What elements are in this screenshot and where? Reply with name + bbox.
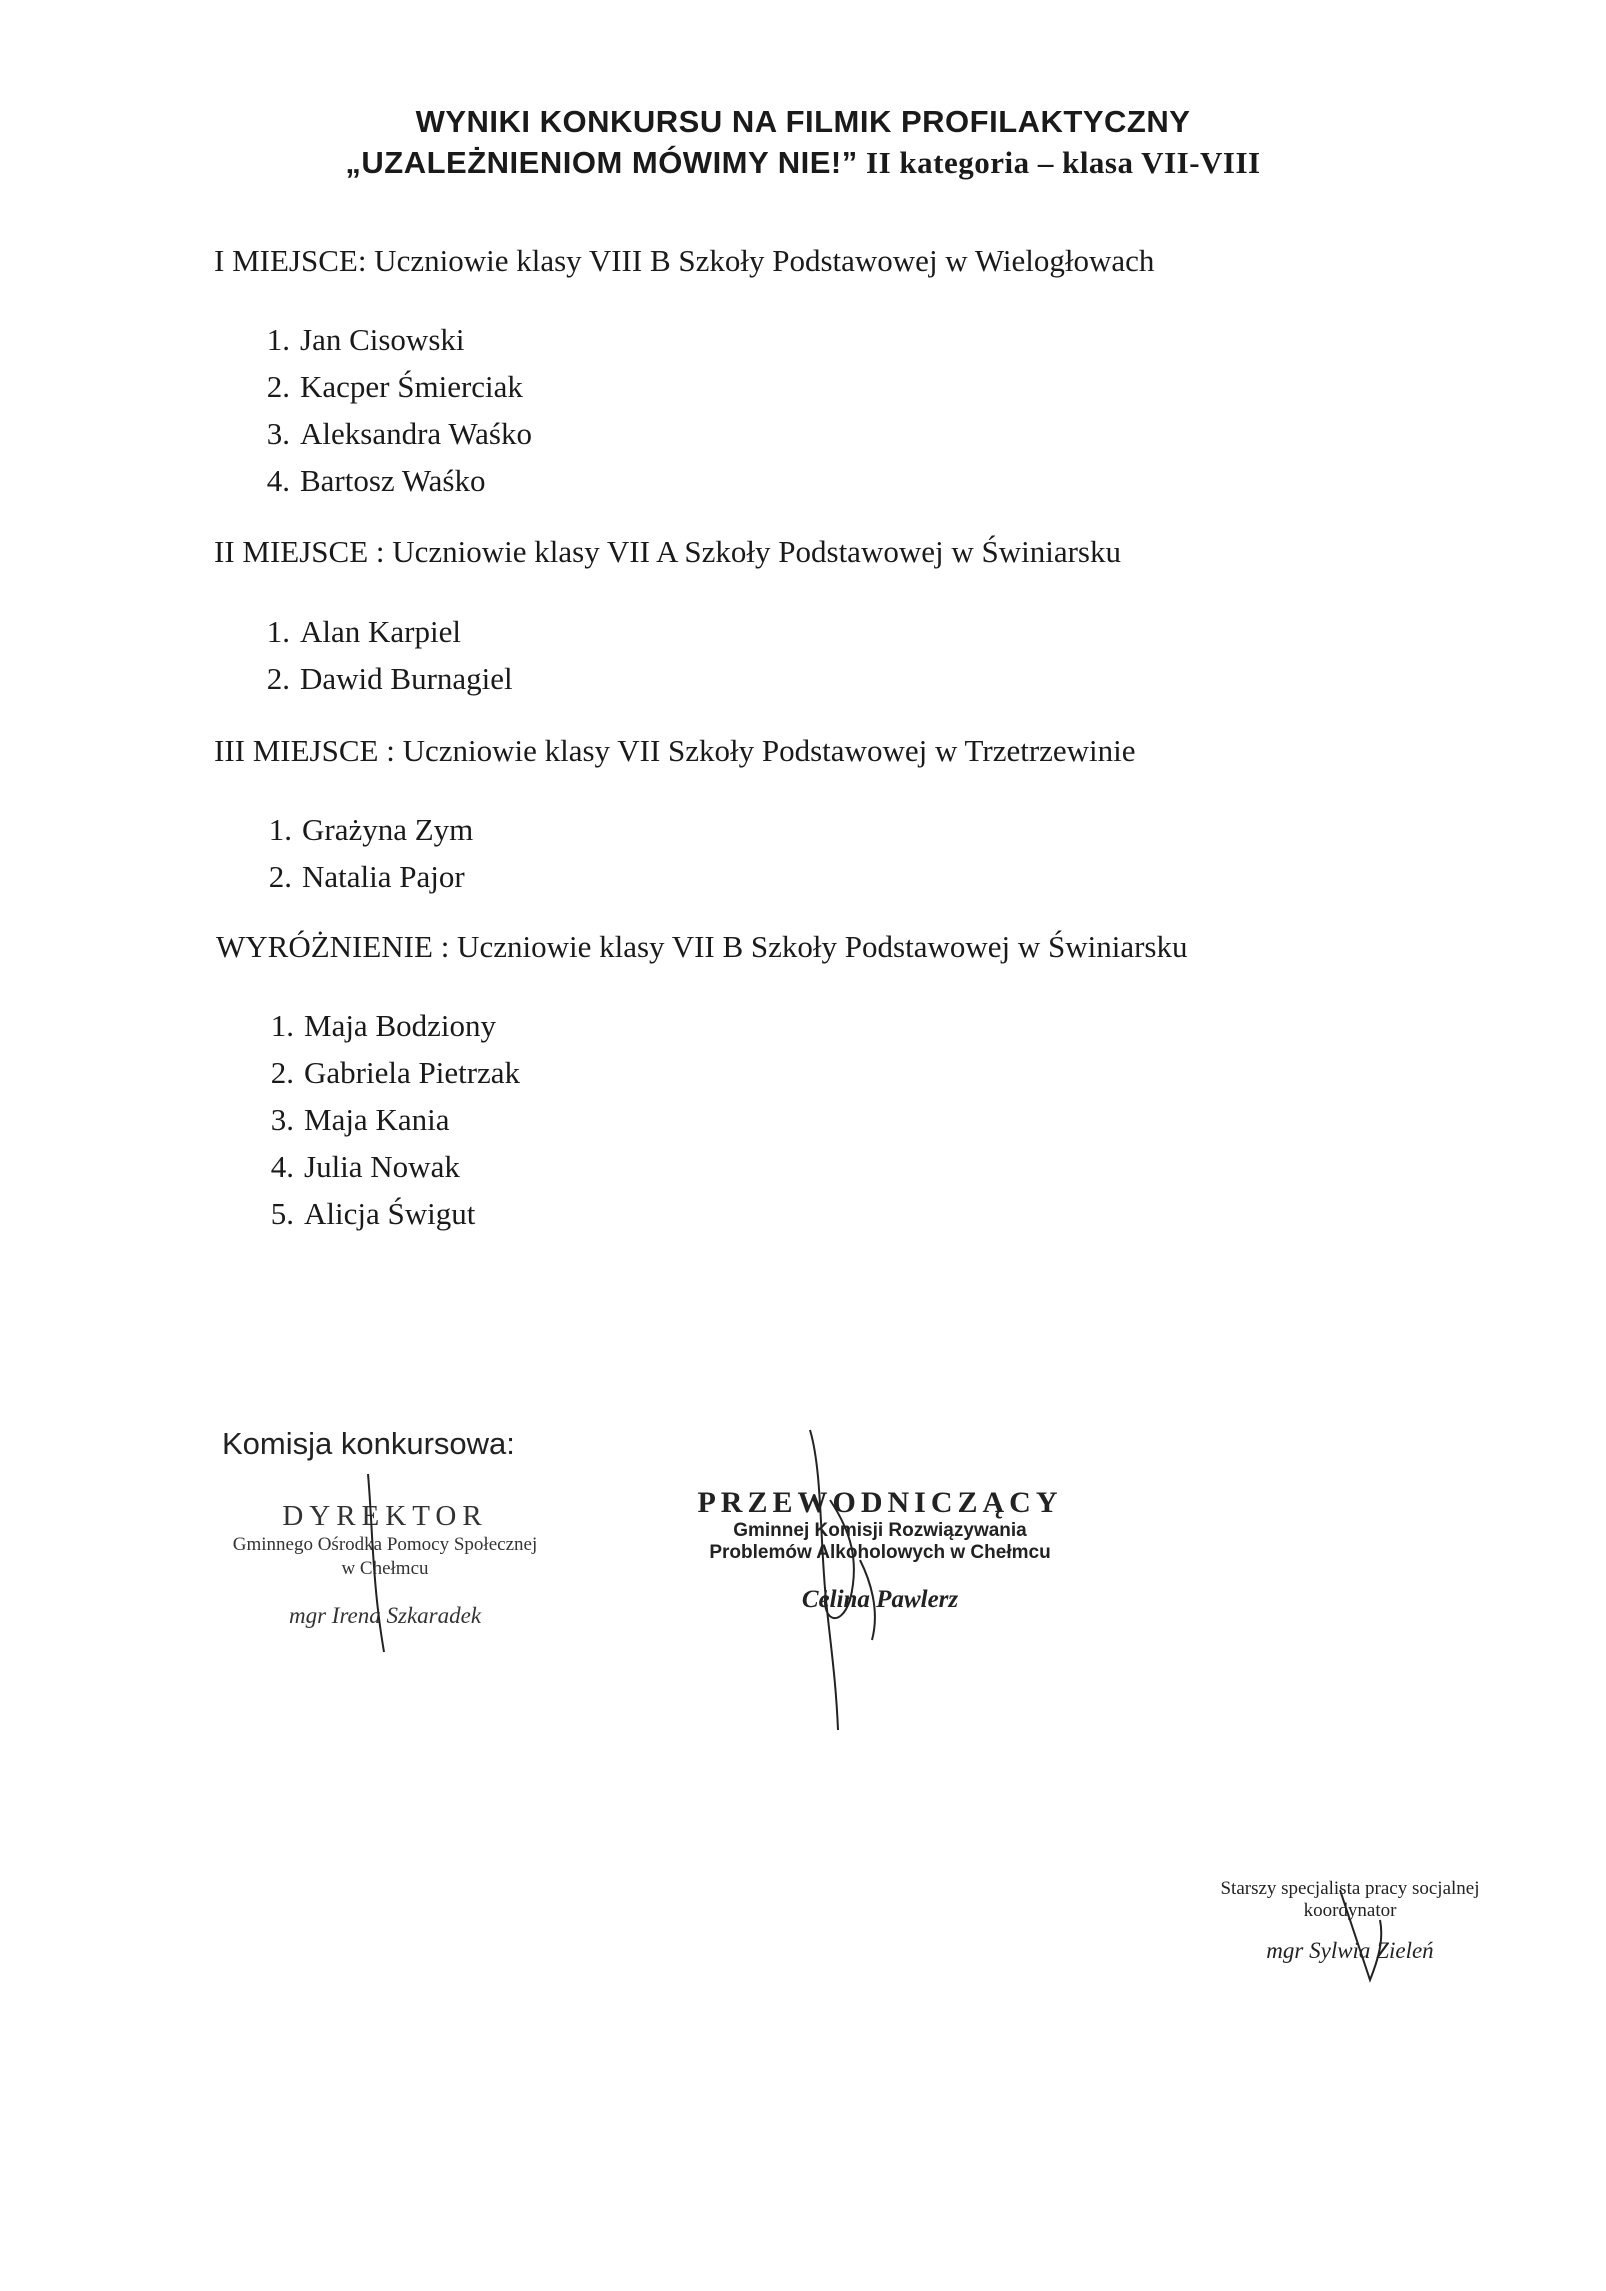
chairman-signature <box>810 1430 875 1730</box>
coordinator-title-line1: Starszy specjalista pracy socjalnej <box>1220 1878 1480 1899</box>
chairman-title: PRZEWODNICZĄCY <box>697 1486 1063 1519</box>
list-number: 1. <box>268 812 292 847</box>
student-name: Aleksandra Waśko <box>300 416 532 451</box>
list-number: 2. <box>266 369 290 404</box>
list-number: 4. <box>270 1149 294 1184</box>
chairman-org-line1: Gminnej Komisji Rozwiązywania <box>733 1520 1027 1541</box>
student-name: Dawid Burnagiel <box>300 661 513 696</box>
list-number: 2. <box>270 1055 294 1090</box>
list-number: 3. <box>270 1102 294 1137</box>
list-number: 2. <box>266 661 290 696</box>
list-number: 4. <box>266 463 290 498</box>
student-name: Kacper Śmierciak <box>300 369 523 404</box>
director-name: mgr Irena Szkaradek <box>288 1603 482 1628</box>
director-title: DYREKTOR <box>282 1500 488 1532</box>
student-name: Alan Karpiel <box>300 614 461 649</box>
title-category: II kategoria – klasa VII-VIII <box>857 145 1261 180</box>
list-number: 2. <box>268 859 292 894</box>
list-number: 1. <box>270 1008 294 1043</box>
student-name: Jan Cisowski <box>300 322 465 357</box>
student-name: Grażyna Zym <box>302 812 474 847</box>
list-number: 3. <box>266 416 290 451</box>
director-org-line2: w Chełmcu <box>341 1558 429 1579</box>
title-slogan: „UZALEŻNIENIOM MÓWIMY NIE!” <box>345 145 858 180</box>
student-name: Natalia Pajor <box>302 859 465 894</box>
section-heading-third-place: III MIEJSCE : Uczniowie klasy VII Szkoły Podstawowej w Trzetrzewinie <box>214 733 1136 768</box>
document-title-line1: WYNIKI KONKURSU NA FILMIK PROFILAKTYCZNY <box>415 104 1191 139</box>
student-name: Maja Bodziony <box>304 1008 496 1043</box>
student-name: Gabriela Pietrzak <box>304 1055 521 1090</box>
section-heading-distinction: WYRÓŻNIENIE : Uczniowie klasy VII B Szkoły Podstawowej w Świniarsku <box>216 929 1188 964</box>
director-org-line1: Gminnego Ośrodka Pomocy Społecznej <box>232 1534 538 1555</box>
student-name: Alicja Świgut <box>304 1196 476 1231</box>
chairman-org-line2: Problemów Alkoholowych w Chełmcu <box>709 1542 1051 1563</box>
chairman-name: Celina Pawlerz <box>801 1586 959 1613</box>
section-heading-first-place: I MIEJSCE: Uczniowie klasy VIII B Szkoły Podstawowej w Wielogłowach <box>214 243 1155 278</box>
director-signature <box>368 1474 384 1652</box>
coordinator-title-line2: koordynator <box>1303 1900 1397 1921</box>
list-number: 1. <box>266 322 290 357</box>
student-name: Bartosz Waśko <box>300 463 486 498</box>
student-name: Julia Nowak <box>304 1149 460 1184</box>
student-name: Maja Kania <box>304 1102 450 1137</box>
commission-label: Komisja konkursowa: <box>222 1426 515 1461</box>
list-number: 5. <box>270 1196 294 1231</box>
coordinator-signature <box>1340 1890 1381 1980</box>
coordinator-name: mgr Sylwia Zieleń <box>1266 1938 1434 1963</box>
section-heading-second-place: II MIEJSCE : Uczniowie klasy VII A Szkoły Podstawowej w Świniarsku <box>214 534 1121 569</box>
list-number: 1. <box>266 614 290 649</box>
